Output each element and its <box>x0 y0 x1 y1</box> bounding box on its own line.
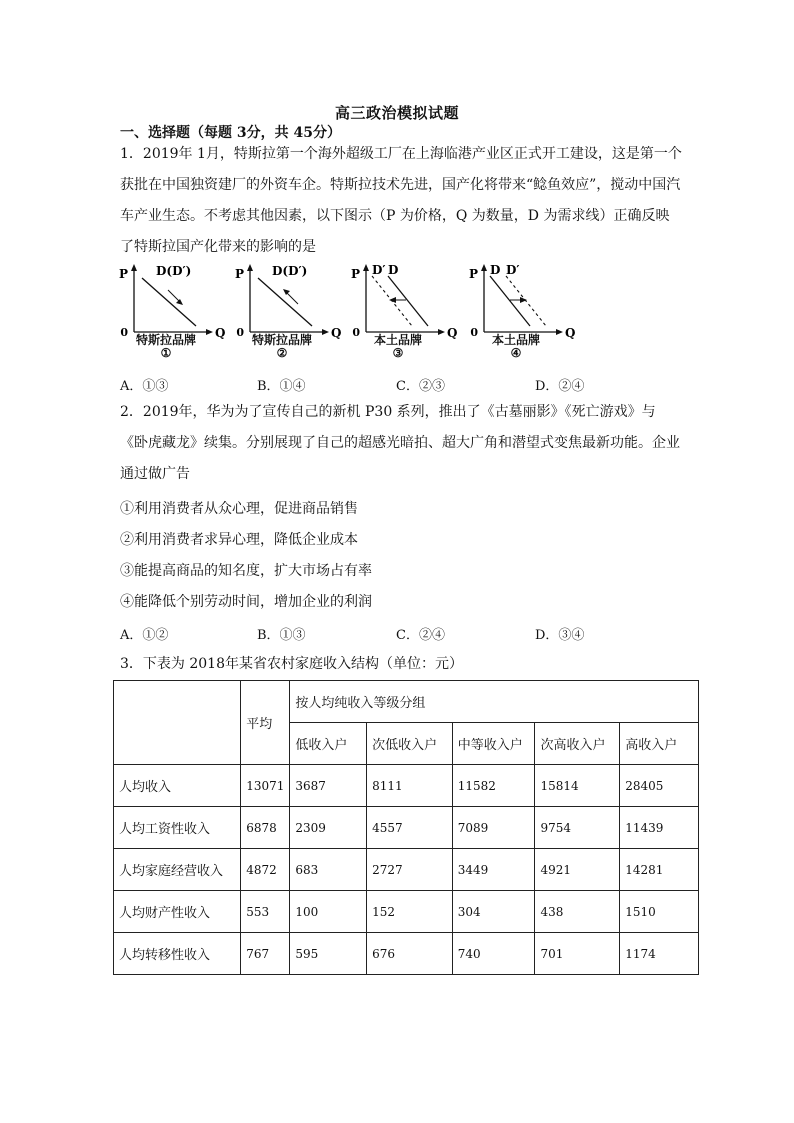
graph-4-plot <box>466 262 576 342</box>
curve-label-shifted: D′ <box>372 263 386 277</box>
option-c[interactable]: C．②④ <box>396 628 445 643</box>
column-header: 高收入户 <box>620 723 699 765</box>
table-cell: 676 <box>367 933 453 975</box>
table-cell: 683 <box>290 849 367 891</box>
row-label: 人均工资性收入 <box>114 807 241 849</box>
table-row <box>114 849 699 891</box>
income-table <box>113 680 699 975</box>
origin-label: 0 <box>352 326 360 339</box>
curve-label-original: D <box>490 263 501 277</box>
p-label: P <box>118 267 128 281</box>
option-b[interactable]: B．①③ <box>257 628 306 643</box>
graph-number: ② <box>276 346 288 360</box>
p-label: P <box>350 267 360 281</box>
graph-caption: 本土品牌 <box>373 333 422 347</box>
table-cell: 3449 <box>452 849 535 891</box>
table-cell: 8111 <box>367 765 453 807</box>
option-b[interactable]: B．①④ <box>257 379 306 394</box>
q-label: Q <box>447 326 458 340</box>
option-c[interactable]: C．②③ <box>396 379 445 394</box>
option-d[interactable]: D．②④ <box>535 379 585 394</box>
option-a[interactable]: A．①③ <box>120 379 169 394</box>
table-cell: 28405 <box>620 765 699 807</box>
graph-caption: 本土品牌 <box>491 333 540 347</box>
q2-item-4: ④能降低个别劳动时间，增加企业的利润 <box>120 594 372 610</box>
table-row <box>114 891 699 933</box>
table-cell: 7089 <box>452 807 535 849</box>
graph-caption: 特斯拉品牌 <box>251 333 312 347</box>
group-header: 按人均纯收入等级分组 <box>290 681 699 723</box>
table-row <box>114 765 699 807</box>
q2-options <box>120 624 680 644</box>
table-cell: 4557 <box>367 807 453 849</box>
curve-label-shifted: D′ <box>506 263 520 277</box>
graph-number: ① <box>160 346 172 360</box>
curve-label: D(D′) <box>272 264 308 278</box>
graph-4 <box>466 262 576 372</box>
p-label: P <box>468 267 478 281</box>
table-cell: 438 <box>535 891 620 933</box>
table-cell: 14281 <box>620 849 699 891</box>
column-header: 低收入户 <box>290 723 367 765</box>
graph-2 <box>232 262 342 372</box>
table-cell: 11439 <box>620 807 699 849</box>
q1-options <box>120 375 680 395</box>
row-label: 人均转移性收入 <box>114 933 241 975</box>
graph-1 <box>116 262 226 372</box>
graph-number: ③ <box>392 346 404 360</box>
section-heading: 一、选择题（每题 3分，共 45分） <box>120 125 341 141</box>
curve-label: D(D′) <box>156 264 192 278</box>
table-cell: 4921 <box>535 849 620 891</box>
table-cell: 100 <box>290 891 367 933</box>
graph-1-plot <box>116 262 226 342</box>
table-cell: 4872 <box>241 849 290 891</box>
table-cell: 1174 <box>620 933 699 975</box>
q3-stem: 3．下表为 2018年某省农村家庭收入结构（单位：元） <box>120 656 463 672</box>
graph-2-plot <box>232 262 342 342</box>
q-label: Q <box>331 326 342 340</box>
table-cell: 6878 <box>241 807 290 849</box>
avg-header: 平均 <box>241 681 290 765</box>
q-label: Q <box>565 326 576 340</box>
table-cell: 2727 <box>367 849 453 891</box>
table-row <box>114 807 699 849</box>
table-corner <box>114 681 241 765</box>
q2-item-3: ③能提高商品的知名度，扩大市场占有率 <box>120 563 372 579</box>
row-label: 人均家庭经营收入 <box>114 849 241 891</box>
table-cell: 15814 <box>535 765 620 807</box>
row-label: 人均收入 <box>114 765 241 807</box>
page-title: 高三政治模拟试题 <box>334 104 459 122</box>
column-header: 中等收入户 <box>452 723 535 765</box>
option-d[interactable]: D．③④ <box>535 628 585 643</box>
table-cell: 13071 <box>241 765 290 807</box>
column-header: 次高收入户 <box>535 723 620 765</box>
table-cell: 2309 <box>290 807 367 849</box>
graph-3-plot <box>348 262 458 342</box>
graph-caption: 特斯拉品牌 <box>135 333 196 347</box>
table-cell: 740 <box>452 933 535 975</box>
table-cell: 152 <box>367 891 453 933</box>
table-cell: 11582 <box>452 765 535 807</box>
column-header: 次低收入户 <box>367 723 453 765</box>
origin-label: 0 <box>470 326 478 339</box>
q-label: Q <box>215 326 226 340</box>
row-label: 人均财产性收入 <box>114 891 241 933</box>
table-cell: 595 <box>290 933 367 975</box>
q2-stem: 2．2019年，华为为了宣传自己的新机 P30 系列，推出了《古墓丽影》《死亡游戏》与《卧虎藏龙》续集。分别展现了自己的超感光暗拍、超大广角和潜望式变焦最新功能。企业通过做广告 <box>120 404 680 482</box>
graph-3 <box>348 262 458 372</box>
table-cell: 1510 <box>620 891 699 933</box>
table-cell: 767 <box>241 933 290 975</box>
table-cell: 9754 <box>535 807 620 849</box>
curve-label-original: D <box>388 263 399 277</box>
table-cell: 3687 <box>290 765 367 807</box>
table-row <box>114 933 699 975</box>
q2-item-2: ②利用消费者求异心理，降低企业成本 <box>120 532 358 548</box>
table-cell: 701 <box>535 933 620 975</box>
q1-graphs <box>116 262 576 372</box>
p-label: P <box>234 267 244 281</box>
table-cell: 553 <box>241 891 290 933</box>
option-a[interactable]: A．①② <box>120 628 169 643</box>
origin-label: 0 <box>120 326 128 339</box>
q2-item-1: ①利用消费者从众心理，促进商品销售 <box>120 501 358 517</box>
q1-stem: 1．2019年 1月，特斯拉第一个海外超级工厂在上海临港产业区正式开工建设，这是第一个获批在中国独资建厂的外资车企。特斯拉技术先进，国产化将带来“鲶鱼效应”，搅动中国汽车产业生态。不考虑其他因素，以下图示（P 为价格，Q 为数量，D 为需求线）正确反映了特斯拉国产化带来的影响的是 <box>120 146 682 255</box>
origin-label: 0 <box>236 326 244 339</box>
table-cell: 304 <box>452 891 535 933</box>
graph-number: ④ <box>510 346 522 360</box>
